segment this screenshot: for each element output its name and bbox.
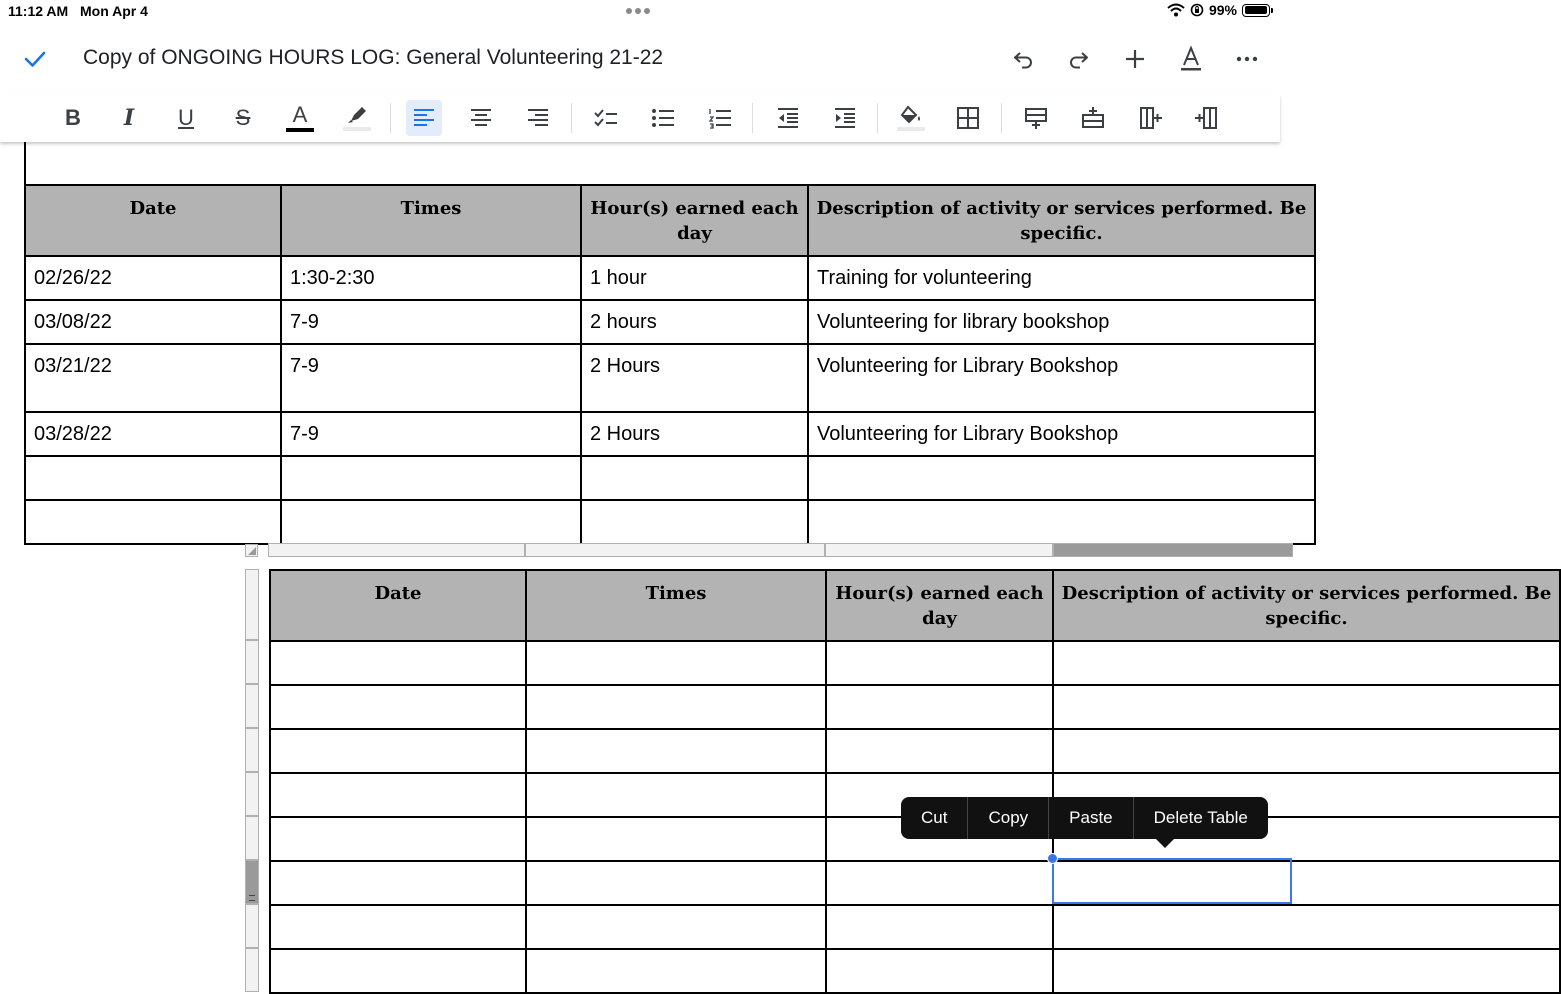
hours-cell[interactable]: 2 Hours	[581, 412, 808, 456]
times-cell[interactable]: 1:30-2:30	[281, 256, 581, 300]
title-bar	[0, 36, 1280, 84]
insert-row-above-icon[interactable]	[1075, 100, 1111, 136]
row-ruler-segment[interactable]	[245, 860, 259, 904]
wifi-icon	[1167, 3, 1185, 17]
date-cell[interactable]	[270, 861, 526, 905]
date-cell[interactable]: 03/08/22	[25, 300, 281, 344]
times-cell[interactable]	[526, 949, 826, 993]
header-date[interactable]: Date	[270, 570, 526, 641]
column-ruler[interactable]	[268, 543, 1293, 557]
table-caption-cell[interactable]	[24, 140, 1284, 185]
bulleted-list-icon[interactable]	[645, 100, 681, 136]
selection-handle[interactable]	[1047, 853, 1058, 864]
highlight-icon[interactable]	[339, 100, 375, 136]
date-cell[interactable]	[270, 729, 526, 773]
redo-icon[interactable]	[1064, 44, 1094, 74]
description-cell[interactable]	[1053, 729, 1560, 773]
table-row	[270, 685, 1560, 729]
table-row	[25, 500, 1315, 544]
times-cell[interactable]	[526, 685, 826, 729]
multitasking-icon[interactable]	[626, 8, 650, 14]
plus-icon[interactable]	[1120, 44, 1150, 74]
table-row	[25, 256, 1315, 300]
header-times[interactable]: Times	[526, 570, 826, 641]
insert-row-below-icon[interactable]	[1018, 100, 1054, 136]
times-cell[interactable]: 7-9	[281, 344, 581, 412]
row-ruler-segment[interactable]	[245, 569, 259, 640]
times-cell[interactable]	[526, 641, 826, 685]
date-cell[interactable]: 03/28/22	[25, 412, 281, 456]
align-left-icon[interactable]	[406, 100, 442, 136]
hours-cell[interactable]	[581, 456, 808, 500]
status-date: Mon Apr 4	[80, 3, 148, 19]
delete-table-menu-item[interactable]: Delete Table	[1153, 808, 1248, 827]
description-cell[interactable]	[1053, 949, 1560, 993]
decrease-indent-icon[interactable]	[770, 100, 806, 136]
hours-cell[interactable]	[826, 729, 1053, 773]
increase-indent-icon[interactable]	[827, 100, 863, 136]
times-cell[interactable]	[526, 817, 826, 861]
row-ruler-segment[interactable]	[245, 640, 259, 684]
times-cell[interactable]	[526, 905, 826, 949]
text-format-icon[interactable]	[1176, 44, 1206, 74]
date-cell[interactable]	[270, 773, 526, 817]
header-times[interactable]: Times	[281, 185, 581, 256]
cell-fill-icon[interactable]	[893, 100, 929, 136]
selected-cell[interactable]	[1052, 858, 1292, 904]
row-ruler-segment[interactable]	[245, 684, 259, 728]
date-cell[interactable]: 02/26/22	[25, 256, 281, 300]
table-row	[270, 949, 1560, 993]
date-cell[interactable]	[270, 949, 526, 993]
description-cell[interactable]	[1053, 685, 1560, 729]
row-ruler-segment[interactable]	[245, 816, 259, 860]
table-row	[25, 344, 1315, 412]
hours-cell[interactable]	[826, 861, 1053, 905]
text-color-icon[interactable]: A	[282, 100, 318, 136]
document-title[interactable]: Copy of ONGOING HOURS LOG: General Volunteering 21-22	[83, 46, 664, 69]
status-indicators	[1167, 2, 1270, 18]
table-select-handle[interactable]	[245, 544, 258, 557]
description-cell[interactable]	[1053, 905, 1560, 949]
battery-icon	[1242, 4, 1270, 17]
numbered-list-icon[interactable]	[702, 100, 738, 136]
orientation-lock-icon	[1190, 3, 1204, 17]
battery-percent: 99%	[1208, 2, 1237, 18]
header-description[interactable]: Description of activity or services performed. Be specific.	[1053, 570, 1560, 641]
table-row	[25, 412, 1315, 456]
description-cell[interactable]: Volunteering for Library Bookshop	[808, 412, 1315, 456]
row-ruler-segment[interactable]	[245, 772, 259, 816]
table-header-row	[270, 570, 1560, 641]
status-time: 11:12 AM	[8, 3, 69, 19]
insert-column-right-icon[interactable]	[1133, 100, 1169, 136]
table-row	[25, 300, 1315, 344]
context-menu-pointer	[1155, 838, 1175, 848]
row-ruler-segment[interactable]	[245, 728, 259, 772]
more-icon[interactable]	[1232, 44, 1262, 74]
checkmark-icon[interactable]	[22, 46, 48, 77]
insert-column-left-icon[interactable]	[1188, 100, 1224, 136]
description-cell[interactable]	[808, 500, 1315, 544]
date-cell[interactable]	[25, 500, 281, 544]
description-cell[interactable]	[808, 456, 1315, 500]
description-cell[interactable]: Volunteering for Library Bookshop	[808, 344, 1315, 412]
header-hours[interactable]: Hour(s) earned each day	[826, 570, 1053, 641]
checklist-icon[interactable]	[588, 100, 624, 136]
bold-icon[interactable]: B	[65, 105, 81, 130]
description-cell[interactable]: Volunteering for library bookshop	[808, 300, 1315, 344]
hours-log-table-copy	[269, 569, 1561, 994]
times-cell[interactable]	[526, 861, 826, 905]
align-center-icon[interactable]	[463, 100, 499, 136]
align-right-icon[interactable]	[520, 100, 556, 136]
header-date[interactable]: Date	[25, 185, 281, 256]
copy-menu-item[interactable]: Copy	[968, 797, 1049, 839]
underline-icon[interactable]: U	[178, 105, 194, 130]
undo-icon[interactable]	[1008, 44, 1038, 74]
table-row	[270, 641, 1560, 685]
table-row	[270, 729, 1560, 773]
paste-menu-item[interactable]: Paste	[1049, 797, 1133, 839]
times-cell[interactable]	[281, 500, 581, 544]
date-cell[interactable]	[270, 685, 526, 729]
times-cell[interactable]	[281, 456, 581, 500]
hours-log-table	[24, 184, 1316, 545]
hours-cell[interactable]: 2 hours	[581, 300, 808, 344]
status-bar	[0, 0, 1280, 26]
times-cell[interactable]	[526, 729, 826, 773]
times-cell[interactable]: 7-9	[281, 300, 581, 344]
row-ruler[interactable]	[245, 569, 259, 992]
strikethrough-icon[interactable]: S	[235, 105, 251, 130]
format-toolbar	[0, 95, 1280, 142]
hours-cell[interactable]	[826, 949, 1053, 993]
hours-cell[interactable]	[826, 641, 1053, 685]
header-description[interactable]: Description of activity or services performed. Be specific.	[808, 185, 1315, 256]
row-ruler-segment[interactable]	[245, 948, 259, 992]
date-cell[interactable]	[270, 905, 526, 949]
table-header-row	[25, 185, 1315, 256]
hours-cell[interactable]	[826, 685, 1053, 729]
date-cell[interactable]	[270, 641, 526, 685]
date-cell[interactable]	[270, 817, 526, 861]
table-row	[25, 456, 1315, 500]
description-cell[interactable]: Training for volunteering	[808, 256, 1315, 300]
table-icon[interactable]	[950, 100, 986, 136]
times-cell[interactable]	[526, 773, 826, 817]
cut-menu-item[interactable]: Cut	[901, 797, 968, 839]
description-cell[interactable]	[1053, 641, 1560, 685]
header-hours[interactable]: Hour(s) earned each day	[581, 185, 808, 256]
hours-cell[interactable]	[826, 905, 1053, 949]
italic-icon[interactable]: I	[123, 105, 135, 131]
hours-cell[interactable]: 2 Hours	[581, 344, 808, 412]
times-cell[interactable]: 7-9	[281, 412, 581, 456]
date-cell[interactable]	[25, 456, 281, 500]
context-menu	[901, 797, 1268, 839]
hours-cell[interactable]	[581, 500, 808, 544]
table-row	[270, 861, 1560, 905]
hours-cell[interactable]: 1 hour	[581, 256, 808, 300]
row-ruler-segment[interactable]	[245, 904, 259, 948]
date-cell[interactable]: 03/21/22	[25, 344, 281, 412]
table-row	[270, 905, 1560, 949]
